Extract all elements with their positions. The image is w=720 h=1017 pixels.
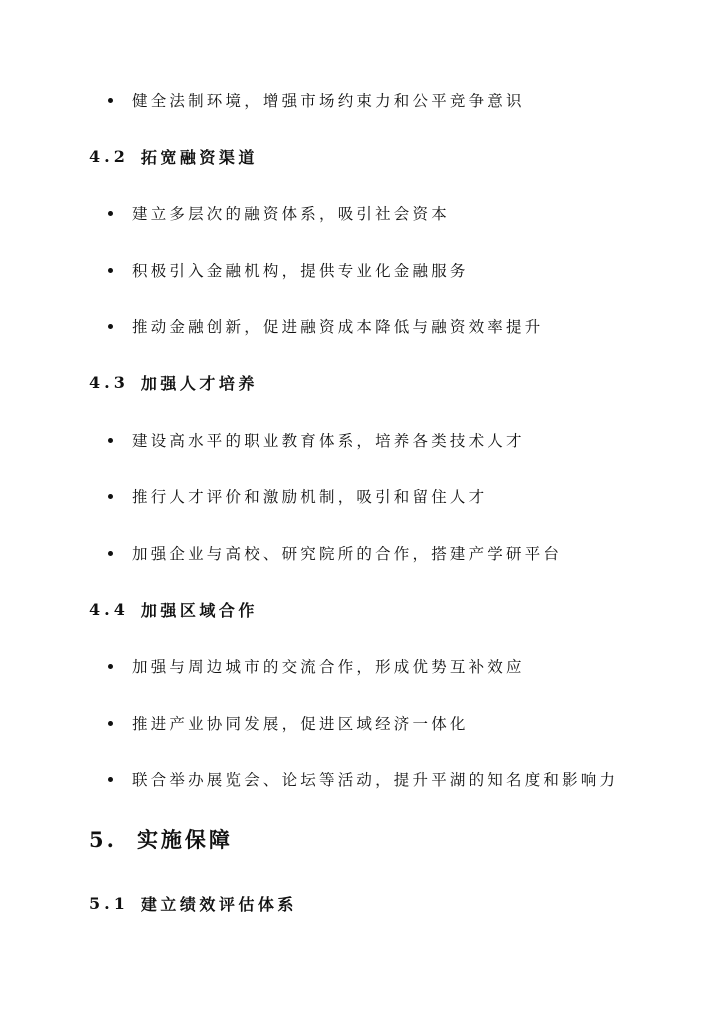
list-item	[108, 766, 618, 792]
section-title: 拓宽融资渠道	[140, 147, 258, 167]
list-item	[108, 200, 450, 226]
bullet-dot-icon	[108, 777, 113, 782]
list-item	[108, 313, 543, 339]
bullet-dot-icon	[108, 268, 113, 273]
section-heading	[89, 596, 258, 622]
section-number: 5.1	[89, 893, 129, 913]
section-title: 加强区域合作	[140, 600, 258, 620]
bullet-dot-icon	[108, 664, 113, 669]
bullet-dot-icon	[108, 494, 113, 499]
bullet-dot-icon	[108, 324, 113, 329]
list-item-text: 建立多层次的融资体系，吸引社会资本	[132, 205, 450, 223]
section-title: 加强人才培养	[140, 373, 258, 393]
chapter-heading	[89, 822, 233, 856]
section-title: 建立绩效评估体系	[140, 894, 297, 914]
list-item	[108, 257, 469, 283]
list-item-text: 健全法制环境，增强市场约束力和公平竞争意识	[132, 92, 525, 110]
list-item	[108, 427, 525, 453]
section-number: 4.3	[89, 372, 129, 392]
list-item-text: 加强企业与高校、研究院所的合作，搭建产学研平台	[132, 545, 563, 563]
section-number: 4.2	[89, 146, 129, 166]
section-heading	[89, 890, 297, 916]
section-heading	[89, 143, 258, 169]
list-item-text: 联合举办展览会、论坛等活动，提升平湖的知名度和影响力	[132, 771, 619, 789]
list-item	[108, 87, 525, 113]
bullet-dot-icon	[108, 211, 113, 216]
list-item-text: 积极引入金融机构，提供专业化金融服务	[132, 262, 469, 280]
list-item	[108, 653, 525, 679]
list-item-text: 推行人才评价和激励机制，吸引和留住人才	[132, 488, 488, 506]
bullet-dot-icon	[108, 721, 113, 726]
chapter-number: 5.	[89, 826, 117, 852]
bullet-dot-icon	[108, 551, 113, 556]
bullet-dot-icon	[108, 438, 113, 443]
list-item	[108, 483, 487, 509]
list-item	[108, 710, 469, 736]
bullet-dot-icon	[108, 98, 113, 103]
chapter-title: 实施保障	[136, 827, 233, 852]
list-item-text: 推进产业协同发展，促进区域经济一体化	[132, 715, 469, 733]
section-heading	[89, 369, 258, 395]
list-item-text: 建设高水平的职业教育体系，培养各类技术人才	[132, 432, 525, 450]
section-number: 4.4	[89, 599, 129, 619]
list-item	[108, 540, 562, 566]
list-item-text: 加强与周边城市的交流合作，形成优势互补效应	[132, 658, 525, 676]
list-item-text: 推动金融创新，促进融资成本降低与融资效率提升	[132, 318, 544, 336]
